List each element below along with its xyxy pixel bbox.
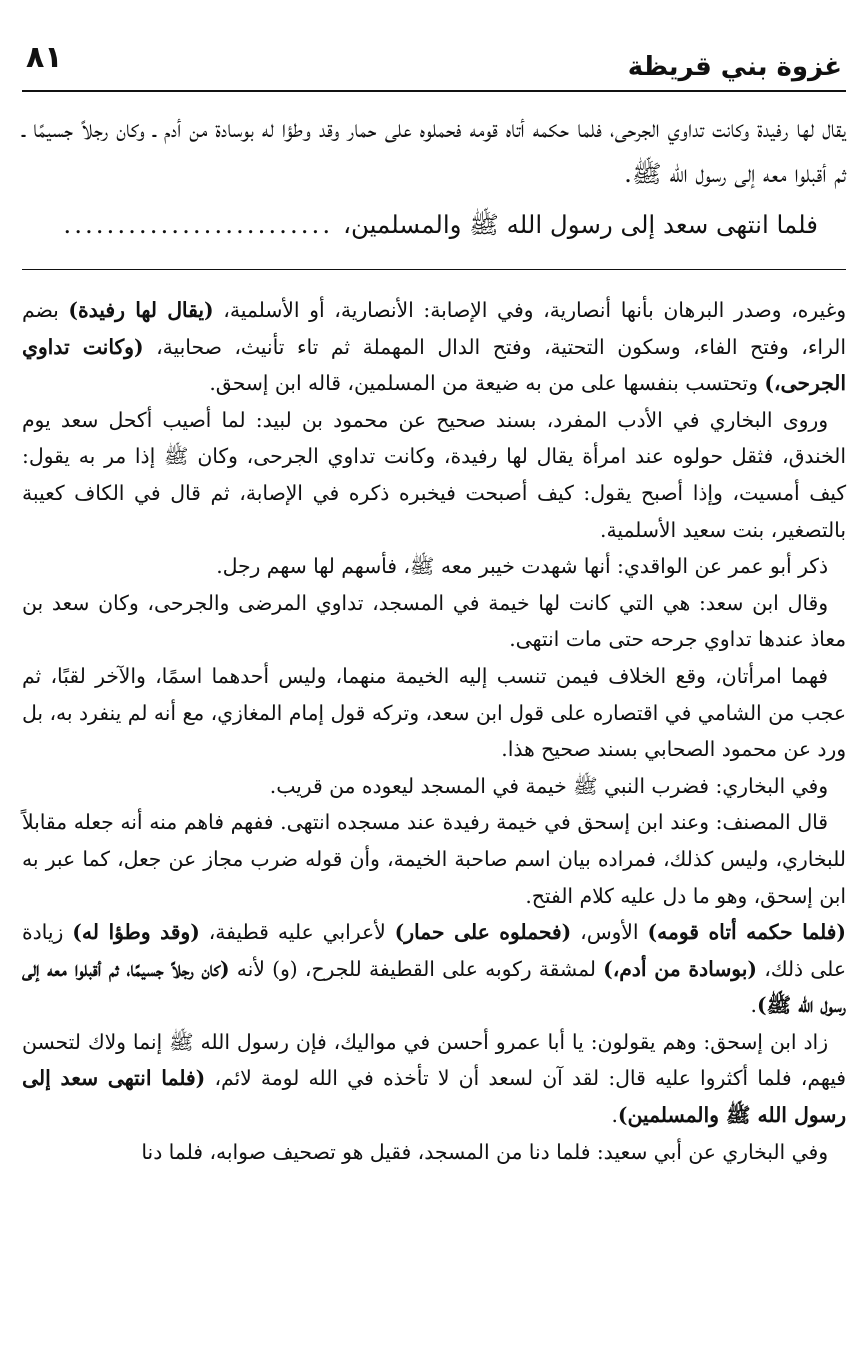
quoted-text: (فحملوه على حمار)	[394, 920, 572, 945]
text-run: .	[750, 993, 757, 1018]
text-run: .	[611, 1103, 618, 1128]
text-run: لمشقة ركوبه على القطيفة للجرح، (و) لأنه	[229, 956, 604, 981]
text-run: وغيره، وصدر البرهان بأنها أنصارية، وفي الإصابة: الأنصارية، أو الأسلمية،	[213, 298, 846, 322]
main-paragraph-end: فلما انتهى سعد إلى رسول الله ﷺ والمسلمين،	[343, 210, 818, 239]
chapter-title: غزوة بني قريظة	[627, 52, 842, 82]
commentary-text	[22, 292, 846, 1170]
page-number: ٨١	[26, 40, 63, 75]
quoted-text: (فلما انتهى سعد إلى رسول الله ﷺ والمسلمين)	[22, 1066, 846, 1128]
main-paragraph: يقال لها رفيدة وكانت تداوي الجرحى، فلما حكمه أتاه قومه فحملوه على حمار وقد وطؤا له بوسادة من أدم ـ وكان رجلاً جسيمًا ـ ثم أقبلوا معه إلى رسول الله ﷺ.	[22, 114, 846, 188]
quoted-text: (كان رجلاً جسيمًا، ثم أقبلوا معه إلى رسول الله ﷺ)	[22, 956, 846, 1018]
commentary-paragraph	[22, 1024, 846, 1134]
text-run: لأعرابي عليه قطيفة،	[199, 920, 395, 945]
header-rule	[22, 90, 846, 92]
commentary-paragraph: وفي البخاري: فضرب النبي ﷺ خيمة في المسجد ليعوده من قريب.	[269, 773, 828, 798]
main-closing-line	[22, 202, 846, 247]
text-run: بضم الراء، وفتح الفاء، وسكون التحتية، وفتح الدال المهملة ثم تاء تأنيث، صحابية،	[22, 298, 846, 359]
section-divider	[22, 269, 846, 270]
text-run: زاد ابن إسحق: وهم يقولون: يا أبا عمرو أحسن في مواليك، فإن رسول الله ﷺ إنما ولاك لتحسن فيهم، فلما أكثروا عليه قال: لقد آن لسعد أن لا تأخذه في الله لومة لائم،	[22, 1029, 847, 1091]
dot-leader: .........................	[63, 210, 334, 239]
quoted-text: (وكانت تداوي الجرحى،)	[22, 334, 846, 396]
commentary-paragraph: وقال ابن سعد: هي التي كانت لها خيمة في المسجد، تداوي المرضى والجرحى، وكان سعد بن معاذ عندها تداوي جرحه حتى مات انتهى.	[22, 590, 846, 652]
page-header	[22, 0, 846, 92]
commentary-paragraph: وفي البخاري عن أبي سعيد: فلما دنا من المسجد، فقيل هو تصحيف صوابه، فلما دنا	[141, 1139, 828, 1164]
quoted-text: (فلما حكمه أتاه قومه)	[647, 920, 846, 945]
text-run: زيادة على ذلك،	[22, 920, 846, 981]
text-run: وتحتسب بنفسها على من به ضيعة من المسلمين، قاله ابن إسحق.	[209, 371, 765, 396]
commentary-paragraph: ذكر أبو عمر عن الواقدي: أنها شهدت خيبر معه ﷺ، فأسهم لها سهم رجل.	[216, 554, 828, 579]
commentary-paragraph: قال المصنف: وعند ابن إسحق في خيمة رفيدة عند مسجده انتهى. ففهم فاهم منه أنه جعله مقابلاً للبخاري، وليس كذلك، فمراده بيان اسم صاحبة الخيمة، وأن قوله ضرب مجاز عن جعل، كما عبر به ابن إسحق، وهو ما دل عليه كلام الفتح.	[22, 810, 846, 908]
book-page	[22, 0, 846, 1364]
quoted-text: (بوسادة من أدم،)	[603, 956, 757, 981]
commentary-paragraph: وروى البخاري في الأدب المفرد، بسند صحيح عن محمود بن لبيد: لما أصيب أكحل سعد يوم الخندق، فثقل حولوه عند امرأة يقال لها رفيدة، وكانت تداوي الجرحى، وكان ﷺ إذا مر به يقول: كيف أمسيت، وإذا أصبح يقول: كيف أصبحت فيخبره ذكره في الإصابة، ثم قال في الكاف كعيبة بالتصغير، بنت سعيد الأسلمية.	[22, 407, 846, 542]
quoted-text: (وقد وطؤا له)	[72, 920, 200, 945]
commentary-paragraph: فهما امرأتان، وقع الخلاف فيمن تنسب إليه الخيمة منهما، وليس أحدهما اسمًا، والآخر لقبًا، ثم عجب من الشامي في اقتصاره على قول ابن سعد، وتركه قول إمام المغازي، مع أنه لم ينفرد به، بل ورد عن محمود الصحابي بسند صحيح هذا.	[22, 663, 846, 762]
commentary-paragraph	[22, 292, 846, 402]
quoted-text: (يقال لها رفيدة)	[68, 298, 214, 322]
commentary-paragraph	[22, 914, 846, 1024]
text-run: الأوس،	[571, 920, 648, 945]
main-text	[22, 106, 846, 247]
